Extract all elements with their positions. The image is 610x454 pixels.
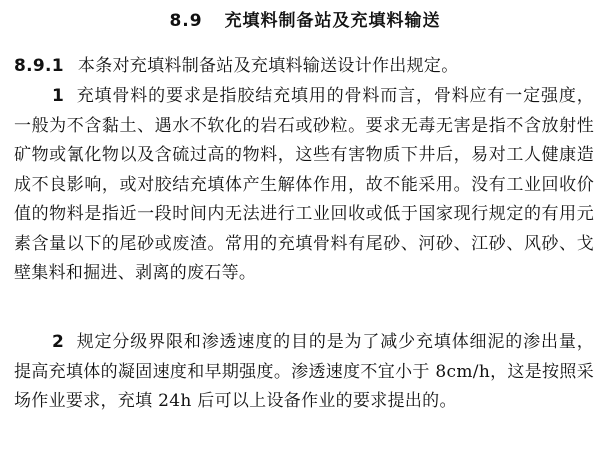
clause-text: 本条对充填料制备站及充填料输送设计作出规定。: [77, 56, 459, 76]
section-number: 8.9: [169, 11, 203, 31]
paragraph-number: 1: [52, 86, 65, 106]
paragraph-text: 充填骨料的要求是指胶结充填用的骨料而言，骨料应有一定强度，一般为不含黏土、遇水不软化的岩石或砂粒。要求无毒无害是指不含放射性矿物或氰化物以及含硫过高的物料，这些有害物质下井后，易对工人健康造成不良影响，或对胶结充填体产生解体作用，故不能采用。没有工业回收价值的物料是指近一段时间内无法进行工业回收或低于国家现行规定的有用元素含量以下的尾砂或废渣。常用的充填骨料有尾砂、河砂、江砂、风砂、戈壁集料和掘进、剥离的废石等。: [14, 86, 594, 283]
clause-number: 8.9.1: [14, 56, 64, 76]
clause-8-9-1: [14, 52, 594, 82]
paragraph-number: 2: [52, 332, 65, 352]
paragraph-text: 规定分级界限和渗透速度的目的是为了减少充填体细泥的渗出量，提高充填体的凝固速度和早期强度。渗透速度不宜小于 8cm/h，这是按照采场作业要求，充填 24h 后可以上设备作业的要求提出的。: [14, 332, 594, 411]
paragraph-1: [14, 82, 594, 289]
section-heading: [0, 10, 610, 32]
section-title-text: 充填料制备站及充填料输送: [224, 11, 441, 31]
paragraph-2: [14, 328, 594, 417]
